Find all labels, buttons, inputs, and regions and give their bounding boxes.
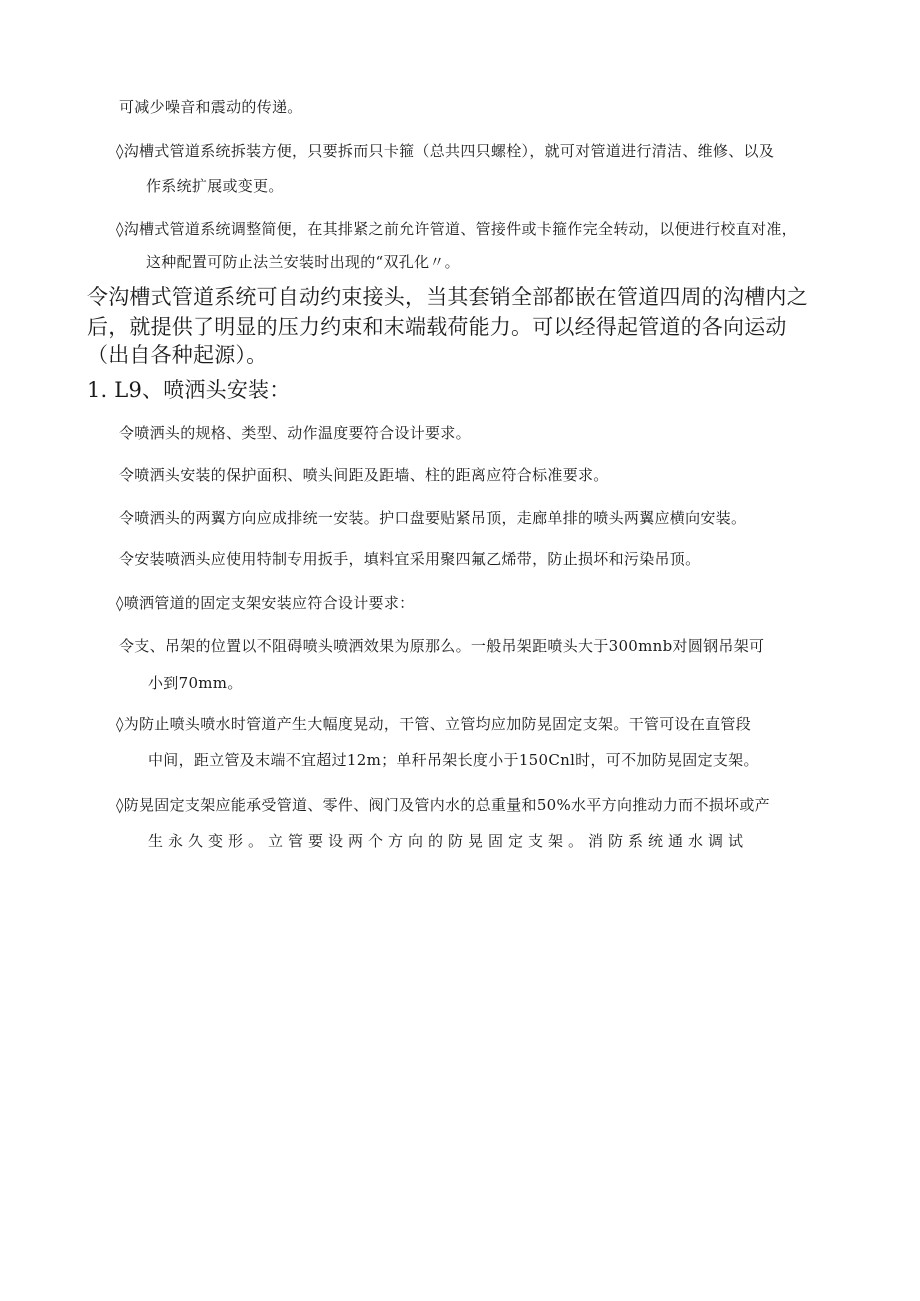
list-item-orientation: 令喷洒头的两翼方向应成排统一安装。护口盘要贴紧吊顶，走廊单排的喷头两翼应横向安装。 [119, 509, 747, 527]
paragraph-adjustment-line2: 这种配置可防止法兰安装时出现的“双孔化〃。 [146, 253, 460, 271]
list-item-hanger-line2: 小到70mm。 [148, 674, 243, 692]
paragraph-disassembly-line1: ◊沟槽式管道系统拆装方便，只要拆而只卡箍（总共四只螺栓），就可对管道进行清洁、维修、以及 [116, 142, 775, 160]
paragraph-adjustment-line1: ◊沟槽式管道系统调整简便，在其排紧之前允许管道、管接件或卡箍作完全转动，以便进行校直对准， [116, 220, 797, 238]
paragraph-restraint-line3: （出自各种起源）。 [87, 343, 268, 367]
list-item-wrench: 令安装喷洒头应使用特制专用扳手，填料宜采用聚四氟乙烯带，防止损坏和污染吊顶。 [119, 550, 701, 568]
paragraph-restraint-line2: 后，就提供了明显的压力约束和末端载荷能力。可以经得起管道的各向运动 [87, 315, 787, 339]
list-item-sway-line2: 中间，距立管及末端不宜超过12m；单秆吊架长度小于150Cnl时，可不加防晃固定支架。 [148, 751, 759, 769]
list-item-spec: 令喷洒头的规格、类型、动作温度要符合设计要求。 [119, 424, 471, 442]
section-heading: 1. L9、喷洒头安装： [87, 378, 291, 402]
list-item-sway-line1: ◊为防止喷头喷水时管道产生大幅度晃动，干管、立管均应加防晃固定支架。干管可设在直管段 [116, 715, 752, 733]
paragraph-noise-reduction: 可减少噪音和震动的传递。 [119, 98, 303, 116]
list-item-hanger-line1: 令支、吊架的位置以不阻碍喷头喷洒效果为原那么。一般吊架距喷头大于300mnb对圆钢吊架可 [119, 637, 765, 655]
list-item-load-line2: 生永久变形。立管要设两个方向的防晃固定支架。消防系统通水调试 [148, 832, 749, 850]
list-item-load-line1: ◊防晃固定支架应能承受管道、零件、阀门及管内水的总重量和50%水平方向推动力而不损坏或产 [116, 796, 770, 814]
paragraph-disassembly-line2: 作系统扩展或变更。 [146, 177, 284, 195]
list-item-fixed-support: ◊喷洒管道的固定支架安装应符合设计要求： [116, 594, 415, 612]
paragraph-restraint-line1: 令沟槽式管道系统可自动约束接头，当其套销全部都嵌在管道四周的沟槽内之 [87, 285, 808, 309]
list-item-coverage: 令喷洒头安装的保护面积、喷头间距及距墙、柱的距离应符合标准要求。 [119, 466, 609, 484]
